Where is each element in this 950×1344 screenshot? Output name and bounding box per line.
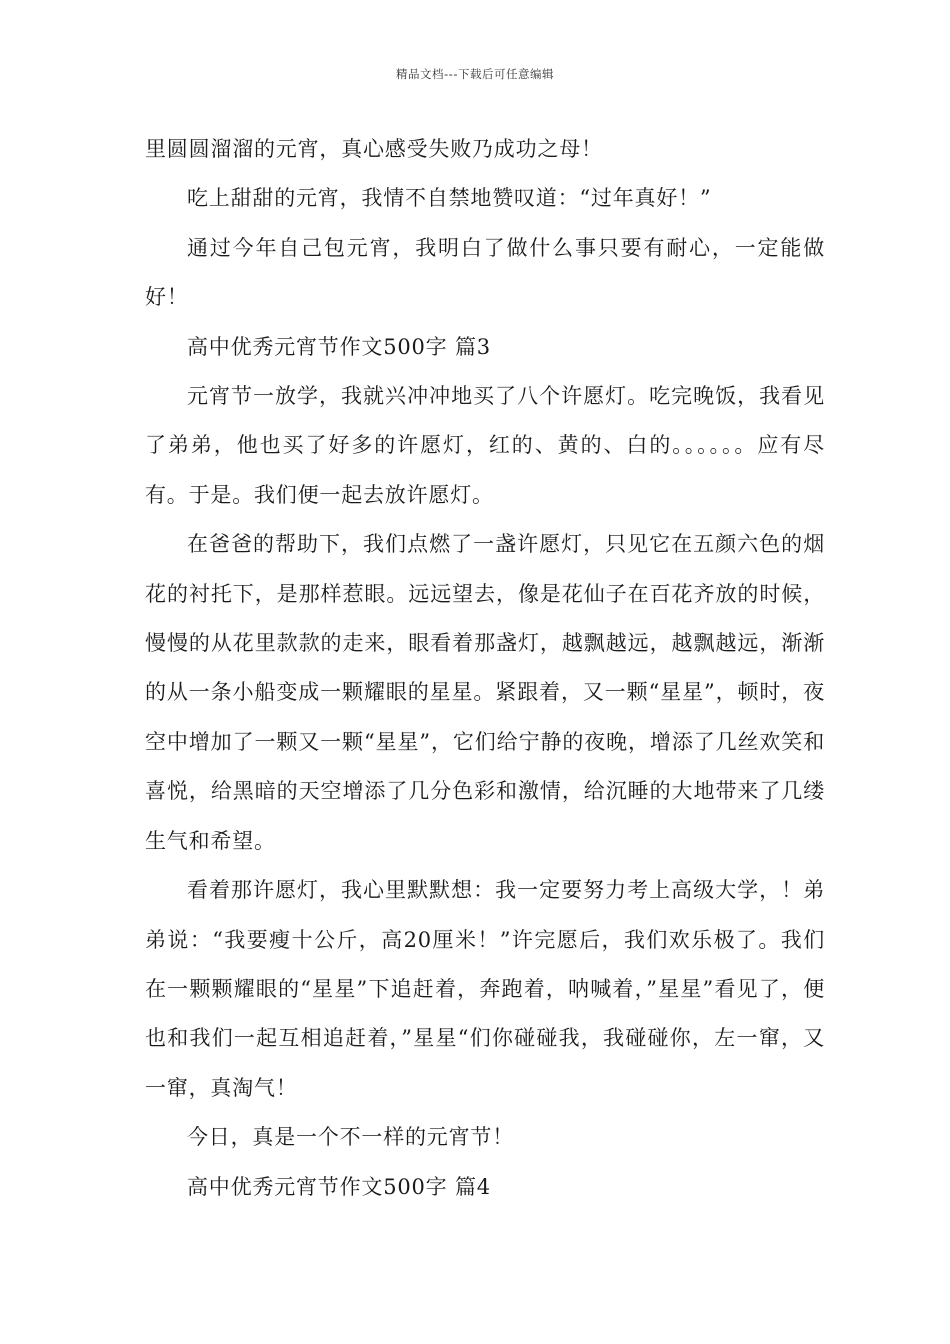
- paragraph-7: 今日，真是一个不一样的元宵节！: [187, 1125, 514, 1150]
- paragraph-6: 看着那许愿灯，我心里默默想：我一定要努力考上高级大学，！弟弟说：“我要瘦十公斤，高20厘米！”许完愿后，我们欢乐极了。我们在一颗颗耀眼的“星星”下追赶着，奔跑着，呐喊着，”星星”看见了，便也和我们一起互相追赶着，”星星“们你碰碰我，我碰碰你，左一窜，又一窜，真淘气！: [145, 878, 825, 1100]
- paragraph-5: 在爸爸的帮助下，我们点燃了一盏许愿灯，只见它在五颜六色的烟花的衬托下，是那样惹眼。远远望去，像是花仙子在百花齐放的时候，慢慢的从花里款款的走来，眼看着那盏灯，越飘越远，越飘越远，渐渐的从一条小船变成一颗耀眼的星星。紧跟着，又一颗“星星”，顿时，夜空中增加了一颗又一颗“星星”，它们给宁静的夜晚，增添了几丝欢笑和喜悦，给黑暗的天空增添了几分色彩和激情，给沉睡的大地带来了几缕生气和希望。: [145, 532, 825, 853]
- document-body: [145, 125, 825, 1212]
- paragraph-2: 吃上甜甜的元宵，我情不自禁地赞叹道：“过年真好！”: [187, 186, 712, 211]
- page-header: 精品文档---下载后可任意编辑: [396, 67, 554, 81]
- paragraph-4: 元宵节一放学，我就兴冲冲地买了八个许愿灯。吃完晚饭，我看见了弟弟，他也买了好多的许愿灯，红的、黄的、白的。。。。。。应有尽有。于是。我们便一起去放许愿灯。: [145, 384, 825, 507]
- section-heading-4: 高中优秀元宵节作文500字 篇4: [187, 1174, 491, 1199]
- section-heading-3: 高中优秀元宵节作文500字 篇3: [187, 334, 491, 359]
- paragraph-3: 通过今年自己包元宵，我明白了做什么事只要有耐心，一定能做好！: [145, 235, 825, 310]
- paragraph-1: 里圆圆溜溜的元宵，真心感受失败乃成功之母！: [145, 137, 603, 161]
